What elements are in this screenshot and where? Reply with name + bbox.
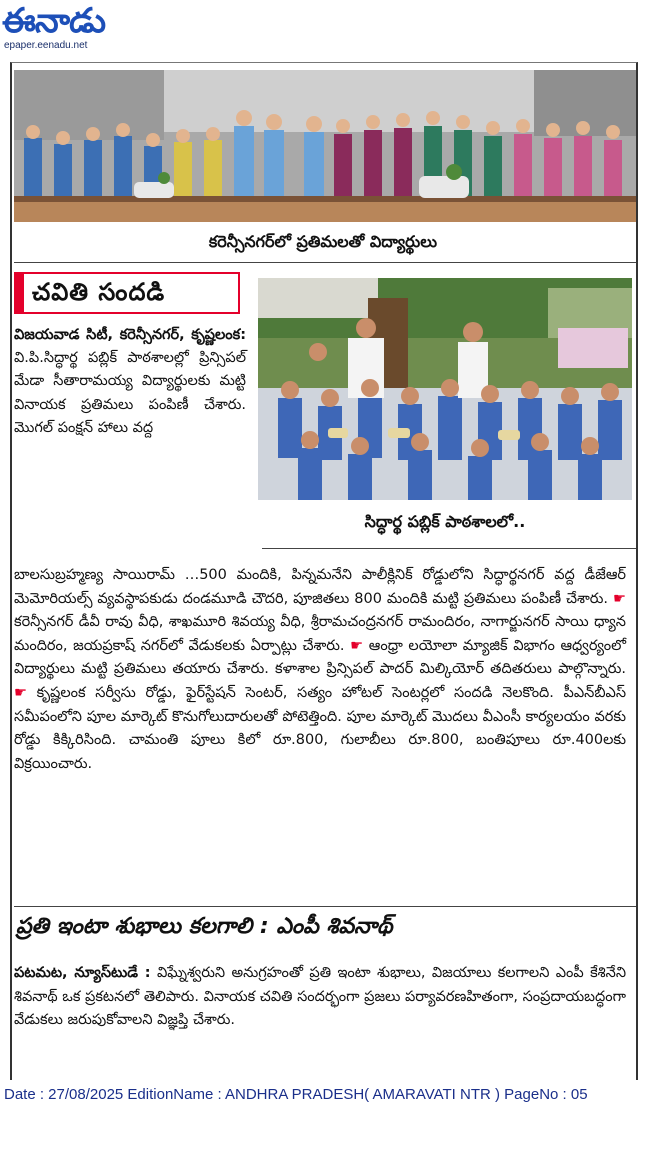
article-body <box>14 564 626 776</box>
headline-title: చవితి సందడి <box>32 278 166 306</box>
caption-divider <box>14 262 636 263</box>
headline-box <box>14 272 240 314</box>
epaper-url: epaper.eenadu.net <box>4 40 88 51</box>
school-children-photo <box>258 278 632 500</box>
stage-students-photo <box>14 70 636 222</box>
paragraph-2: కరెన్సీనగర్ డీవీ రావు వీధి, శాఖమూరి శివయ్య వీధి, శ్రీరామచంద్రనగర్ రామందిరం, నాగార్జునగర్ సాయి ధ్యాన మందిరం, జయప్రకాష్ నగర్‌లో వేడుకలకు ఏర్పాట్లు చేశారు. <box>14 614 626 654</box>
paragraph-3: ఆంధ్రా లయోలా మ్యాజిక్ విభాగం ఆధ్వర్యంలో విద్యార్థులు మట్టి ప్రతిమలు తయారు చేశారు. కళాశాల ప్రిన్సిపల్ పాదర్ మిల్కియోర్ తదితరులు పాల్గొన్నారు. <box>14 637 627 678</box>
story2-body <box>14 962 626 1033</box>
pointing-hand-icon: ☛ <box>14 684 27 701</box>
edition-footer: Date : 27/08/2025 EditionName : ANDHRA PRADESH( AMARAVATI NTR ) PageNo : 05 <box>4 1086 588 1103</box>
dateline: విజయవాడ సిటీ, కరెన్సీనగర్, కృష్ణలంక: <box>14 327 246 343</box>
photo-caption-divider <box>262 548 636 549</box>
article-column-text <box>14 324 246 440</box>
story2-text: విఘ్నేశ్వరుని అనుగ్రహంతో ప్రతి ఇంటా శుభాలు, విజయాలు కలగాలని ఎంపీ కేశినేని శివనాథ్ ఒక ప్రకటనలో తెలిపారు. వినాయక చవితి సందర్భంగా ప్రజలు పర్యావరణహితంగా, సంప్రదాయబద్ధంగా వేడుకలు జరుపుకోవాలని విజ్ఞప్తి చేశారు. <box>14 965 626 1029</box>
story-divider <box>14 906 636 907</box>
story2-dateline: పటమట, న్యూస్‌టుడే : <box>14 965 151 981</box>
paragraph-4: కృష్ణలంక సర్వీసు రోడ్డు, ఫైర్‌స్టేషన్ సెంటర్, సత్యం హోటల్ సెంటర్లలో సందడి నెలకొంది. పీఎన్‌బీఎస్ సమీపంలోని పూల మార్కెట్ కొనుగోలుదారులతో పోటెత్తింది. పూల మార్కెట్ మొదలు వీఎంసీ కార్యలయం వరకు రోడ్డు కిక్కిరిసింది. చామంతి పూలు కిలో రూ.800, గులాబీలు రూ.800, బంతిపూలు రూ.400లకు విక్రయించారు. <box>14 684 627 772</box>
stage-photo-caption: కరెన్సీనగర్‌లో ప్రతిమలతో విద్యార్థులు <box>208 232 438 251</box>
school-photo-caption: సిద్ధార్థ పబ్లిక్ పాఠశాలలో.. <box>364 512 526 531</box>
story2-headline: ప్రతి ఇంటా శుభాలు కలగాలి : ఎంపీ శివనాథ్ <box>16 914 393 939</box>
pointing-hand-icon: ☛ <box>350 637 364 654</box>
column-body: వి.పి.సిద్ధార్థ పబ్లిక్ పాఠశాలల్లో ప్రిన్సిపల్ మేడా సీతారామయ్య విద్యార్థులకు మట్టి వినాయక ప్రతిమలు పంపిణీ చేశారు. మొగల్ పంక్షన్ హాలు వద్ద <box>14 350 246 436</box>
paragraph-1: బాలసుబ్రహ్మణ్య సాయిరామ్ …500 మందికి, పిన్నమనేని పాలీక్లినిక్ రోడ్డులోని సిద్ధార్థనగర్ వద్ద డీజేఆర్ మెమోరియల్స్ వ్యవస్థాపకుడు దండమూడి చౌదరి, పూజితలు 800 మందికి మట్టి ప్రతిమలు పంపిణీ చేశారు. <box>14 567 626 607</box>
masthead-logo[interactable] <box>2 2 142 56</box>
eenadu-logo: ఈనాడు <box>2 1 106 41</box>
pointing-hand-icon: ☛ <box>613 590 627 607</box>
